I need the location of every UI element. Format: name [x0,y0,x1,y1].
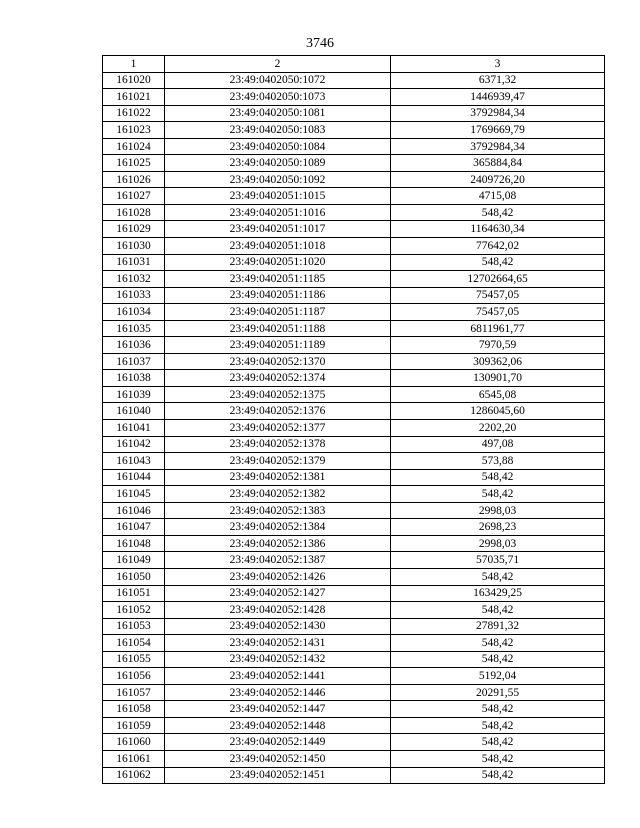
table-row [103,668,605,685]
cell-cadastral-number: 23:49:0402052:1430 [165,618,391,635]
table-row [103,238,605,255]
cell-value: 548,42 [391,717,605,734]
cell-number: 161039 [103,386,165,403]
table-row [103,155,605,172]
cell-number: 161052 [103,602,165,619]
cell-cadastral-number: 23:49:0402052:1384 [165,519,391,536]
cell-value: 548,42 [391,486,605,503]
cell-cadastral-number: 23:49:0402052:1432 [165,651,391,668]
cell-number: 161057 [103,684,165,701]
cell-value: 2698,23 [391,519,605,536]
cell-value: 548,42 [391,254,605,271]
cell-cadastral-number: 23:49:0402052:1374 [165,370,391,387]
cell-cadastral-number: 23:49:0402052:1370 [165,353,391,370]
cell-value: 365884,84 [391,155,605,172]
cell-cadastral-number: 23:49:0402052:1441 [165,668,391,685]
cell-cadastral-number: 23:49:0402051:1188 [165,320,391,337]
cell-cadastral-number: 23:49:0402051:1017 [165,221,391,238]
cell-cadastral-number: 23:49:0402051:1015 [165,188,391,205]
cell-number: 161050 [103,568,165,585]
table-row [103,420,605,437]
cell-cadastral-number: 23:49:0402050:1083 [165,122,391,139]
cell-number: 161061 [103,750,165,767]
cell-cadastral-number: 23:49:0402052:1381 [165,469,391,486]
cell-number: 161021 [103,89,165,106]
cell-cadastral-number: 23:49:0402052:1375 [165,386,391,403]
cell-number: 161022 [103,105,165,122]
table-row [103,105,605,122]
cell-value: 6371,32 [391,72,605,89]
table-row [103,651,605,668]
cell-number: 161026 [103,171,165,188]
cell-value: 12702664,65 [391,271,605,288]
cell-cadastral-number: 23:49:0402051:1018 [165,238,391,255]
table-row [103,552,605,569]
cell-value: 57035,71 [391,552,605,569]
cell-cadastral-number: 23:49:0402050:1073 [165,89,391,106]
cell-cadastral-number: 23:49:0402051:1020 [165,254,391,271]
table-row [103,568,605,585]
cell-cadastral-number: 23:49:0402052:1447 [165,701,391,718]
cell-number: 161062 [103,767,165,784]
table-row [103,138,605,155]
cell-number: 161023 [103,122,165,139]
table-row [103,72,605,89]
cell-number: 161042 [103,436,165,453]
cell-cadastral-number: 23:49:0402052:1431 [165,635,391,652]
cell-number: 161055 [103,651,165,668]
cell-value: 309362,06 [391,353,605,370]
cell-number: 161045 [103,486,165,503]
cell-number: 161058 [103,701,165,718]
cell-cadastral-number: 23:49:0402052:1428 [165,602,391,619]
cell-value: 6545,08 [391,386,605,403]
cell-cadastral-number: 23:49:0402050:1084 [165,138,391,155]
cell-cadastral-number: 23:49:0402051:1186 [165,287,391,304]
table-row [103,618,605,635]
table-row [103,701,605,718]
cell-number: 161060 [103,734,165,751]
table-row [103,337,605,354]
cell-value: 548,42 [391,750,605,767]
cell-cadastral-number: 23:49:0402052:1387 [165,552,391,569]
cell-cadastral-number: 23:49:0402050:1089 [165,155,391,172]
cell-number: 161044 [103,469,165,486]
table-row [103,734,605,751]
cell-number: 161027 [103,188,165,205]
cell-number: 161035 [103,320,165,337]
table-header [103,56,605,73]
cell-cadastral-number: 23:49:0402051:1016 [165,204,391,221]
table-row [103,188,605,205]
cell-cadastral-number: 23:49:0402052:1449 [165,734,391,751]
cell-number: 161031 [103,254,165,271]
column-header-2: 2 [165,56,391,73]
cell-cadastral-number: 23:49:0402052:1378 [165,436,391,453]
cell-cadastral-number: 23:49:0402052:1427 [165,585,391,602]
table-row [103,353,605,370]
cell-cadastral-number: 23:49:0402052:1450 [165,750,391,767]
table-row [103,254,605,271]
column-header-1: 1 [103,56,165,73]
cell-value: 1446939,47 [391,89,605,106]
cell-value: 548,42 [391,635,605,652]
cell-number: 161048 [103,535,165,552]
cell-number: 161041 [103,420,165,437]
cell-number: 161036 [103,337,165,354]
cell-value: 27891,32 [391,618,605,635]
cell-number: 161046 [103,502,165,519]
table-row [103,204,605,221]
cell-cadastral-number: 23:49:0402052:1382 [165,486,391,503]
cell-value: 548,42 [391,767,605,784]
cell-number: 161034 [103,304,165,321]
cell-value: 7970,59 [391,337,605,354]
header-row [103,56,605,73]
cell-value: 75457,05 [391,287,605,304]
cell-value: 548,42 [391,651,605,668]
cell-value: 548,42 [391,734,605,751]
cell-cadastral-number: 23:49:0402050:1092 [165,171,391,188]
table-row [103,122,605,139]
cell-number: 161032 [103,271,165,288]
cell-number: 161049 [103,552,165,569]
data-table [102,55,605,784]
table-row [103,403,605,420]
cell-value: 163429,25 [391,585,605,602]
cell-value: 5192,04 [391,668,605,685]
cell-value: 548,42 [391,469,605,486]
table-row [103,519,605,536]
table-row [103,386,605,403]
cell-value: 2202,20 [391,420,605,437]
cell-cadastral-number: 23:49:0402050:1081 [165,105,391,122]
cell-cadastral-number: 23:49:0402052:1377 [165,420,391,437]
cell-cadastral-number: 23:49:0402052:1446 [165,684,391,701]
table-row [103,717,605,734]
table-row [103,535,605,552]
cell-number: 161040 [103,403,165,420]
cell-value: 4715,08 [391,188,605,205]
cell-cadastral-number: 23:49:0402051:1187 [165,304,391,321]
cell-value: 2998,03 [391,535,605,552]
cell-value: 548,42 [391,602,605,619]
cell-number: 161030 [103,238,165,255]
cell-cadastral-number: 23:49:0402052:1379 [165,453,391,470]
cell-value: 3792984,34 [391,138,605,155]
cell-value: 548,42 [391,568,605,585]
cell-value: 6811961,77 [391,320,605,337]
cell-number: 161033 [103,287,165,304]
cell-value: 2409726,20 [391,171,605,188]
table-row [103,320,605,337]
table-row [103,221,605,238]
cell-cadastral-number: 23:49:0402050:1072 [165,72,391,89]
cell-cadastral-number: 23:49:0402052:1383 [165,502,391,519]
cell-cadastral-number: 23:49:0402052:1448 [165,717,391,734]
cell-number: 161056 [103,668,165,685]
cell-value: 573,88 [391,453,605,470]
table-row [103,89,605,106]
cell-cadastral-number: 23:49:0402052:1376 [165,403,391,420]
cell-number: 161028 [103,204,165,221]
cell-value: 2998,03 [391,502,605,519]
table-body [103,72,605,784]
table-row [103,436,605,453]
cell-number: 161025 [103,155,165,172]
cell-number: 161054 [103,635,165,652]
table-row [103,767,605,784]
cell-number: 161047 [103,519,165,536]
table-row [103,602,605,619]
table-row [103,271,605,288]
cell-number: 161038 [103,370,165,387]
cell-cadastral-number: 23:49:0402052:1386 [165,535,391,552]
table-row [103,684,605,701]
cell-number: 161053 [103,618,165,635]
cell-value: 130901,70 [391,370,605,387]
cell-number: 161043 [103,453,165,470]
cell-number: 161024 [103,138,165,155]
cell-cadastral-number: 23:49:0402052:1426 [165,568,391,585]
cell-value: 3792984,34 [391,105,605,122]
table-row [103,469,605,486]
cell-value: 75457,05 [391,304,605,321]
table-row [103,304,605,321]
table-row [103,750,605,767]
cell-cadastral-number: 23:49:0402052:1451 [165,767,391,784]
table-row [103,171,605,188]
table-row [103,502,605,519]
cell-value: 1769669,79 [391,122,605,139]
table-row [103,486,605,503]
table-row [103,453,605,470]
cell-value: 548,42 [391,701,605,718]
cell-number: 161029 [103,221,165,238]
cell-number: 161020 [103,72,165,89]
column-header-3: 3 [391,56,605,73]
cell-number: 161037 [103,353,165,370]
cell-value: 1164630,34 [391,221,605,238]
cell-value: 497,08 [391,436,605,453]
cell-number: 161051 [103,585,165,602]
table-row [103,585,605,602]
page-number: 3746 [306,36,334,51]
cell-cadastral-number: 23:49:0402051:1189 [165,337,391,354]
table-row [103,287,605,304]
cell-value: 20291,55 [391,684,605,701]
cell-value: 548,42 [391,204,605,221]
table-row [103,370,605,387]
cell-number: 161059 [103,717,165,734]
cell-value: 1286045,60 [391,403,605,420]
cell-value: 77642,02 [391,238,605,255]
cell-cadastral-number: 23:49:0402051:1185 [165,271,391,288]
table-row [103,635,605,652]
